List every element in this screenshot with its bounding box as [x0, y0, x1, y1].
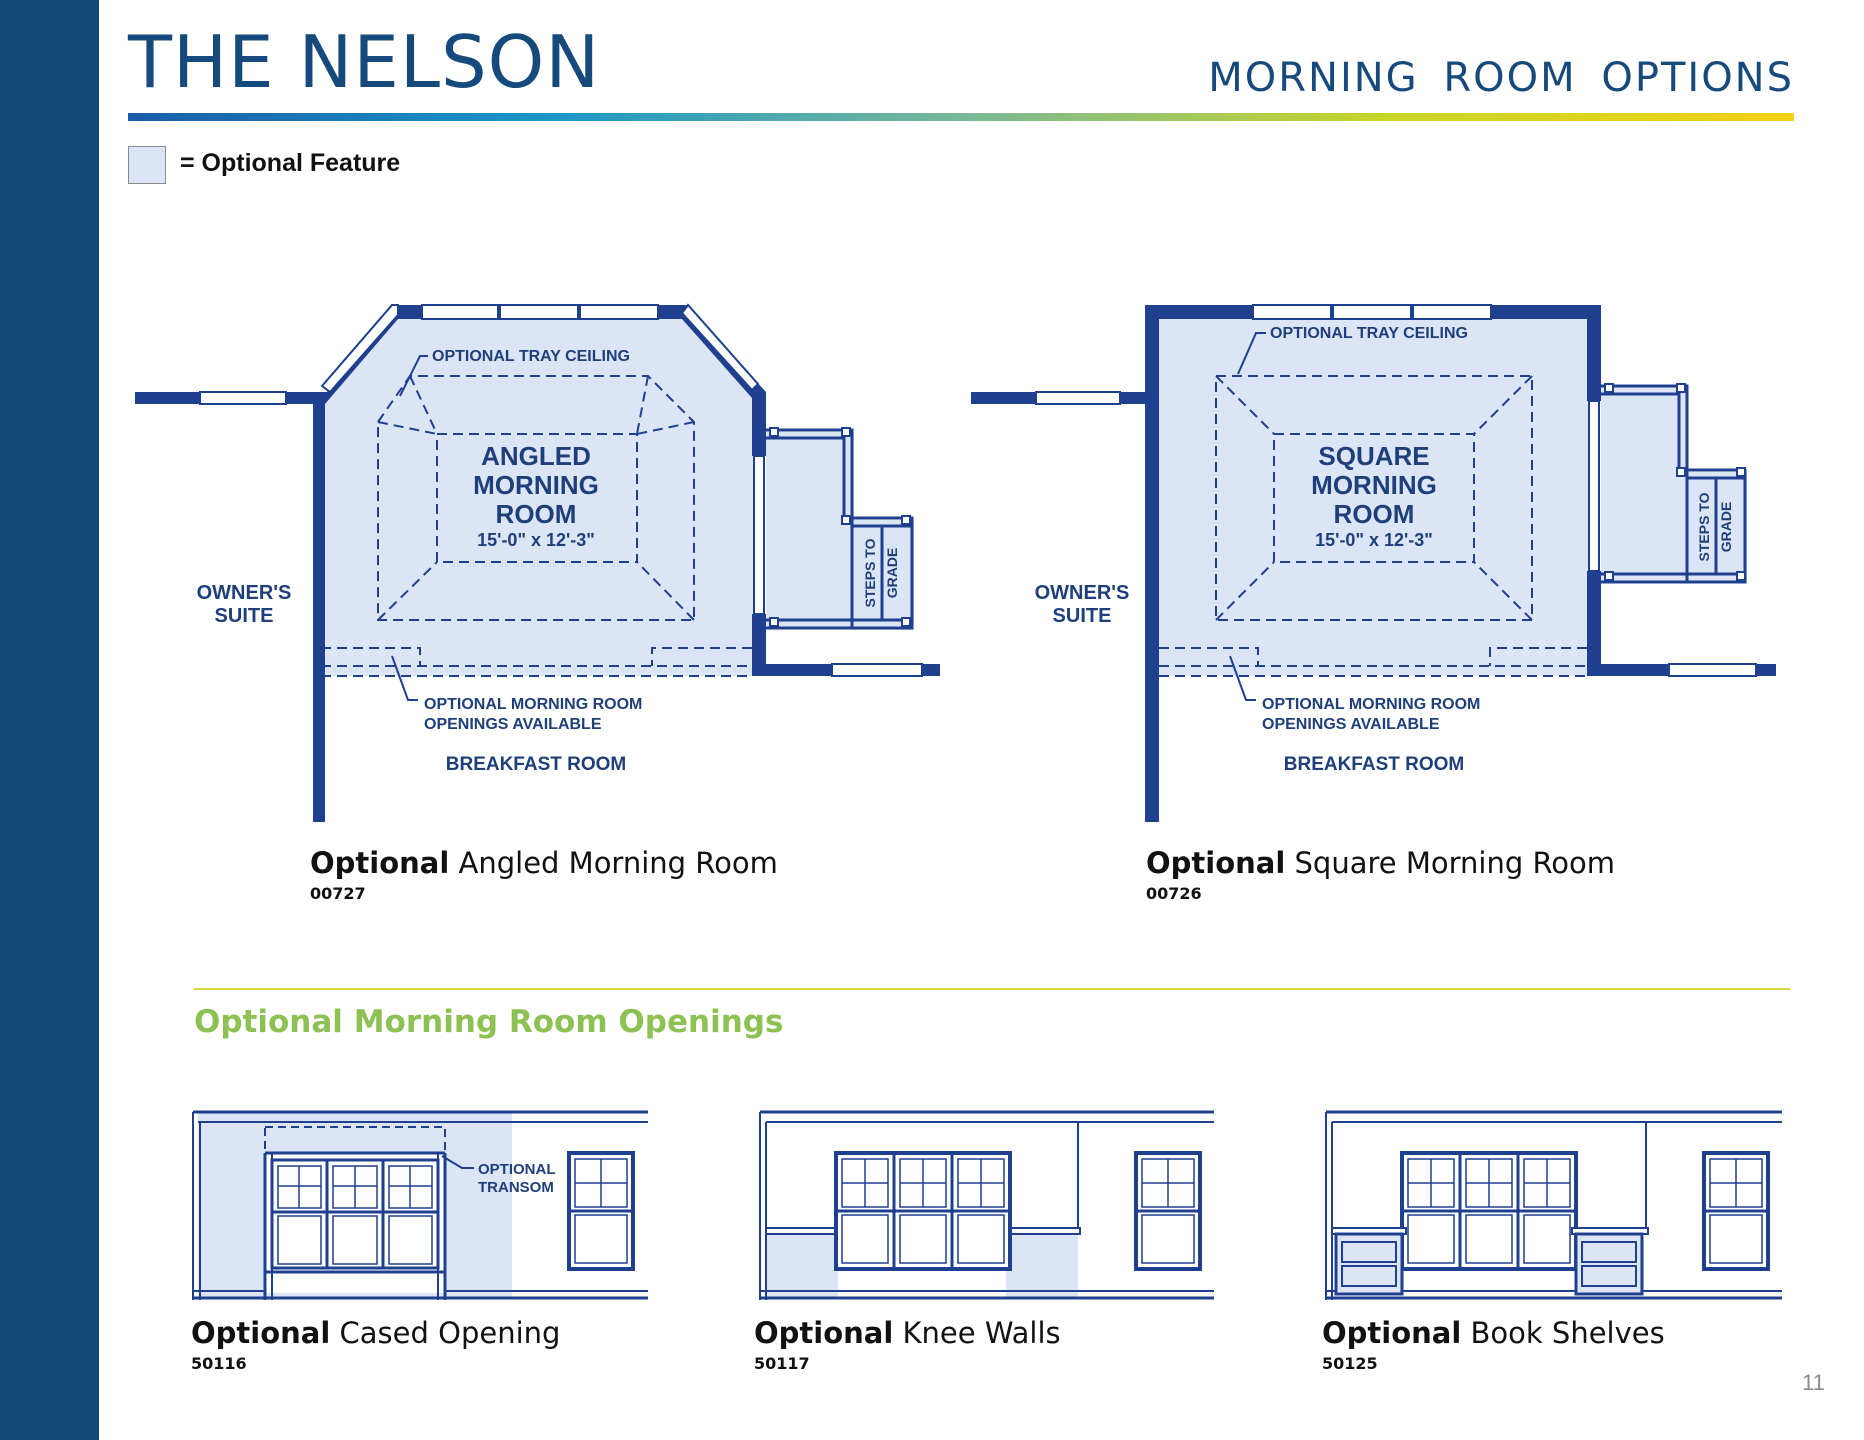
- angled-code: 00727: [310, 884, 366, 903]
- square-plan: [971, 305, 1776, 822]
- square-room-name-2: MORNING: [1311, 470, 1437, 500]
- angled-tray-label: OPTIONAL TRAY CEILING: [432, 348, 630, 365]
- transom-label-2: TRANSOM: [478, 1179, 554, 1196]
- square-caption-bold: Optional: [1146, 846, 1286, 880]
- angled-owners-2: SUITE: [214, 605, 274, 627]
- book-shelves-caption-rest: Book Shelves: [1461, 1316, 1665, 1350]
- angled-room-name-2: MORNING: [473, 470, 599, 500]
- book-shelves-code: 50125: [1322, 1354, 1378, 1373]
- book-shelves-caption: [1322, 1316, 1665, 1350]
- square-caption-rest: Square Morning Room: [1285, 846, 1616, 880]
- knee-walls-caption-bold: Optional: [754, 1316, 894, 1350]
- page-number: 11: [1802, 1370, 1825, 1395]
- angled-plan: [135, 305, 940, 822]
- angled-room-name-1: ANGLED: [481, 441, 591, 471]
- angled-steps-label-2: GRADE: [884, 547, 900, 599]
- angled-room-name-3: ROOM: [495, 499, 577, 529]
- cased-opening-caption-rest: Cased Opening: [330, 1316, 561, 1350]
- square-owners-1: OWNER'S: [1034, 582, 1130, 604]
- angled-steps-label-1: STEPS TO: [862, 538, 878, 608]
- section-title: Optional Morning Room Openings: [194, 1004, 784, 1040]
- book-shelves-elevation: [1326, 1112, 1782, 1300]
- knee-walls-code: 50117: [754, 1354, 810, 1373]
- square-owners-2: SUITE: [1052, 605, 1112, 627]
- square-deck-fill: [1601, 386, 1687, 582]
- knee-walls-caption: [754, 1316, 1061, 1350]
- page-title: THE NELSON: [128, 20, 601, 104]
- square-steps-label-1: STEPS TO: [1696, 492, 1712, 562]
- knee-walls-elevation: [760, 1112, 1214, 1300]
- square-room-name-1: SQUARE: [1318, 441, 1430, 471]
- angled-openings-label-1: OPTIONAL MORNING ROOM: [424, 696, 643, 713]
- angled-owners-1: OWNER'S: [196, 582, 292, 604]
- legend-label: = Optional Feature: [180, 149, 401, 177]
- square-breakfast-label: BREAKFAST ROOM: [1283, 754, 1465, 775]
- angled-openings-label-2: OPENINGS AVAILABLE: [424, 716, 602, 733]
- cased-opening-code: 50116: [191, 1354, 247, 1373]
- knee-walls-caption-rest: Knee Walls: [893, 1316, 1061, 1350]
- cased-opening-caption-bold: Optional: [191, 1316, 331, 1350]
- cased-opening-caption: [191, 1316, 560, 1350]
- angled-dimensions: 15'-0" x 12'-3": [477, 530, 595, 550]
- angled-caption-bold: Optional: [310, 846, 450, 880]
- angled-caption: [310, 846, 778, 880]
- square-caption: [1146, 846, 1615, 880]
- square-openings-label-1: OPTIONAL MORNING ROOM: [1262, 696, 1481, 713]
- angled-breakfast-label: BREAKFAST ROOM: [445, 754, 627, 775]
- square-code: 00726: [1146, 884, 1202, 903]
- angled-caption-rest: Angled Morning Room: [449, 846, 778, 880]
- square-dimensions: 15'-0" x 12'-3": [1315, 530, 1433, 550]
- square-steps-label-2: GRADE: [1718, 501, 1734, 553]
- square-room-name-3: ROOM: [1333, 499, 1415, 529]
- square-tray-label: OPTIONAL TRAY CEILING: [1270, 325, 1468, 342]
- square-openings-label-2: OPENINGS AVAILABLE: [1262, 716, 1440, 733]
- page-subtitle: MORNING ROOM OPTIONS: [1208, 55, 1794, 101]
- section-divider: [194, 988, 1790, 990]
- cased-opening-elevation: [193, 1112, 648, 1300]
- book-shelves-caption-bold: Optional: [1322, 1316, 1462, 1350]
- angled-deck-fill: [766, 432, 854, 628]
- transom-label-1: OPTIONAL: [478, 1161, 556, 1178]
